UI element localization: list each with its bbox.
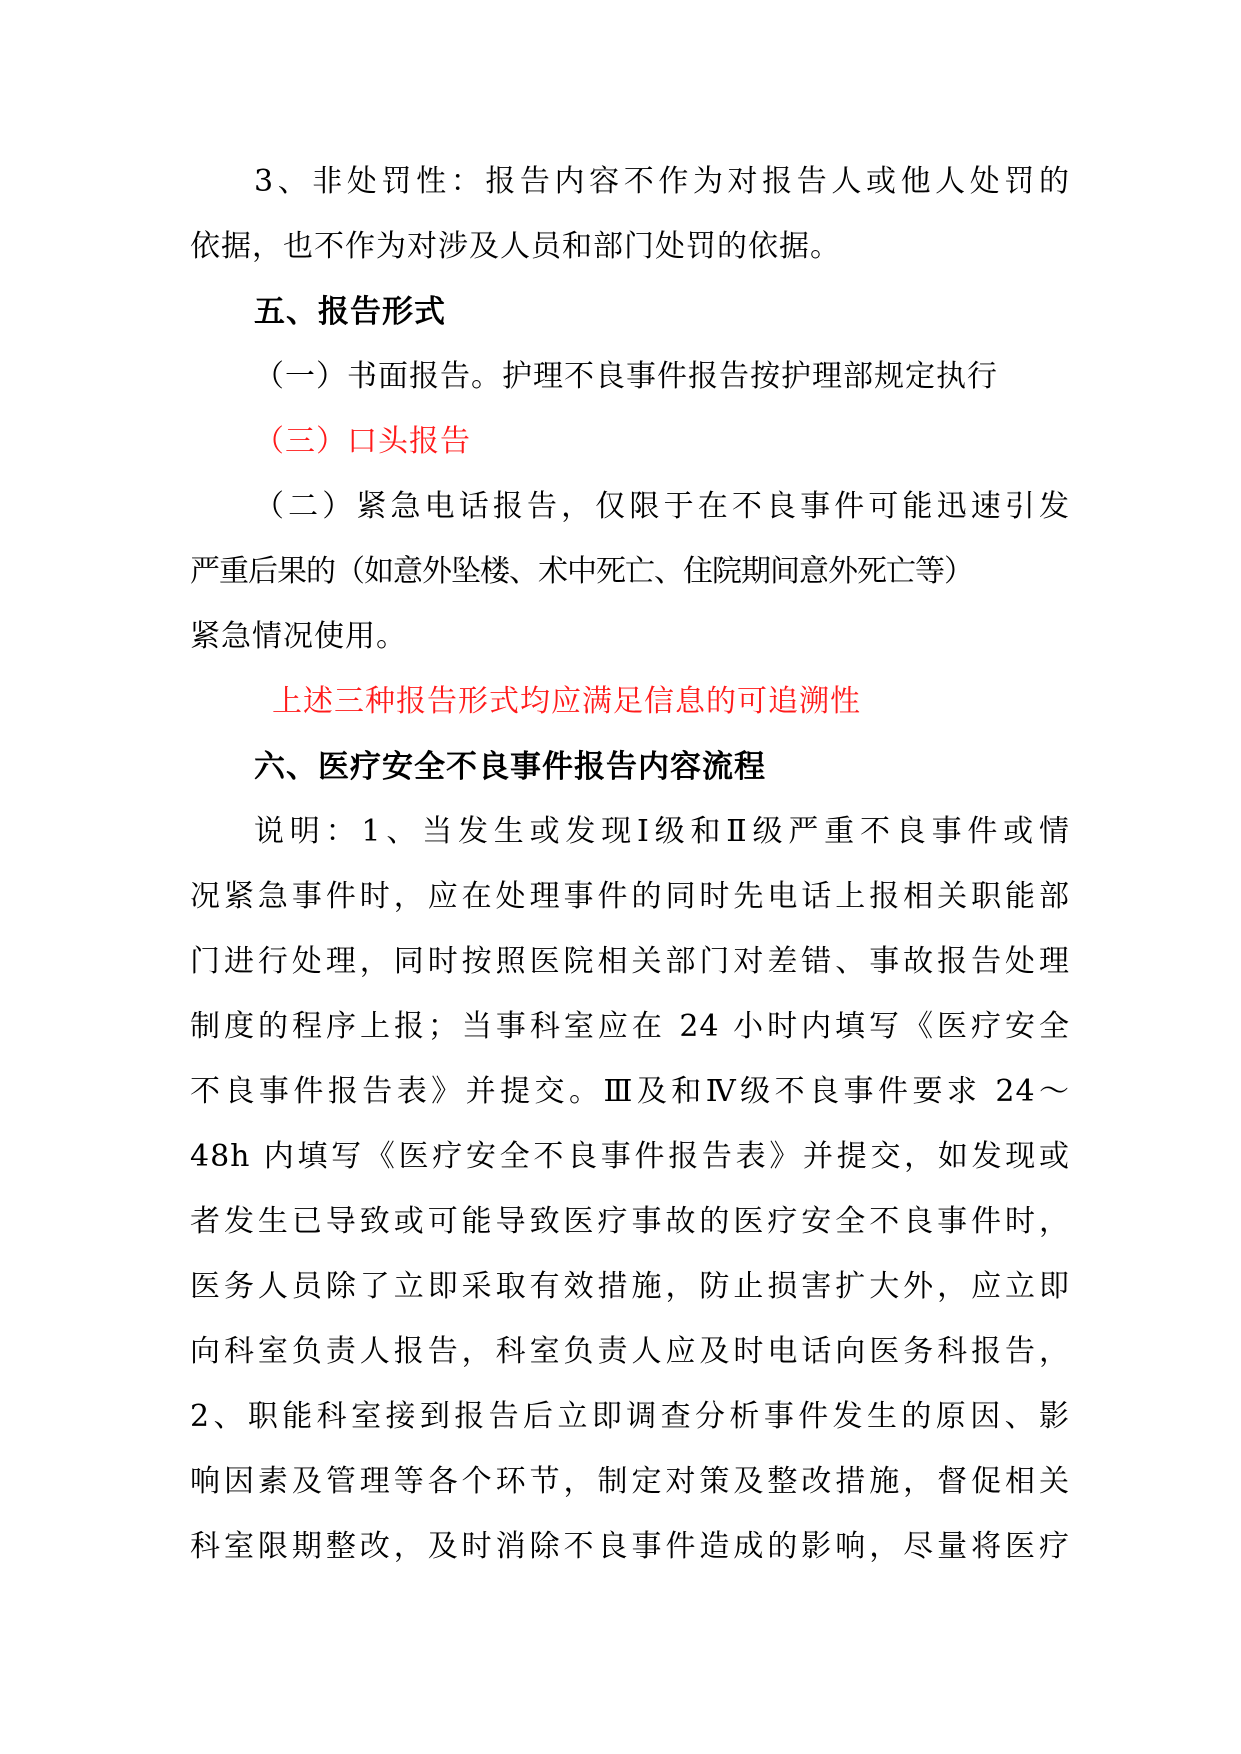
paragraph-line: 48h 内填写《医疗安全不良事件报告表》并提交，如发现或 — [190, 1139, 1070, 1174]
paragraph-line: 严重后果的（如意外坠楼、术中死亡、住院期间意外死亡等） — [190, 554, 973, 589]
section-heading: 五、报告形式 — [254, 294, 446, 330]
paragraph-line: 者发生已导致或可能导致医疗事故的医疗安全不良事件时， — [190, 1204, 1070, 1239]
paragraph-line: 制度的程序上报；当事科室应在 24 小时内填写《医疗安全 — [190, 1009, 1070, 1044]
paragraph-line: 医务人员除了立即采取有效措施，防止损害扩大外，应立即 — [190, 1269, 1070, 1304]
section-heading: 六、医疗安全不良事件报告内容流程 — [254, 749, 766, 785]
paragraph-line: 科室限期整改，及时消除不良事件造成的影响，尽量将医疗 — [190, 1529, 1070, 1564]
paragraph-line: 况紧急事件时，应在处理事件的同时先电话上报相关职能部 — [190, 879, 1070, 914]
highlighted-line: 上述三种报告形式均应满足信息的可追溯性 — [272, 684, 861, 719]
paragraph-line: 向科室负责人报告，科室负责人应及时电话向医务科报告， — [190, 1334, 1070, 1369]
paragraph-line: 2、职能科室接到报告后立即调查分析事件发生的原因、影 — [190, 1399, 1070, 1434]
paragraph-line: 不良事件报告表》并提交。Ⅲ及和Ⅳ级不良事件要求 24～ — [190, 1074, 1070, 1109]
paragraph-line: （一）书面报告。护理不良事件报告按护理部规定执行 — [254, 359, 998, 394]
paragraph-line: 说明：1、当发生或发现Ⅰ级和Ⅱ级严重不良事件或情 — [254, 814, 1070, 849]
paragraph-line: （二）紧急电话报告，仅限于在不良事件可能迅速引发 — [254, 489, 1070, 524]
paragraph-line: 门进行处理，同时按照医院相关部门对差错、事故报告处理 — [190, 944, 1070, 979]
paragraph-line: 响因素及管理等各个环节，制定对策及整改措施，督促相关 — [190, 1464, 1070, 1499]
highlighted-line: （三）口头报告 — [254, 424, 471, 459]
paragraph-line: 依据，也不作为对涉及人员和部门处罚的依据。 — [190, 229, 841, 264]
paragraph-line: 紧急情况使用。 — [190, 619, 407, 654]
paragraph-line: 3、非处罚性：报告内容不作为对报告人或他人处罚的 — [254, 164, 1070, 199]
